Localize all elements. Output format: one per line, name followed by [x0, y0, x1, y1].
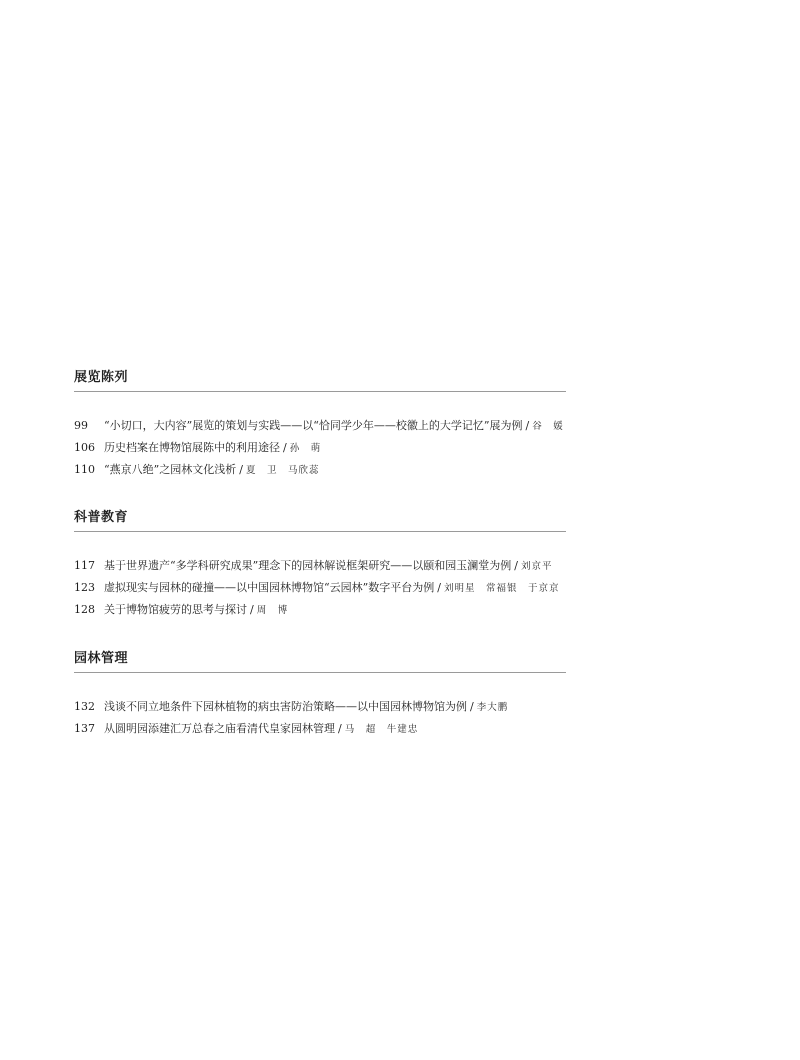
page-number: 117	[74, 559, 95, 572]
section-title: 展览陈列	[74, 370, 129, 385]
toc-entry[interactable]	[74, 599, 566, 621]
article-author: 夏 卫 马欣蕊	[245, 465, 320, 476]
toc-entry[interactable]	[74, 555, 566, 577]
article-title: “小切口，大内容”展览的策划与实践——以“恰同学少年——校徽上的大学记忆”展为例	[104, 419, 523, 432]
page-number: 106	[74, 441, 95, 454]
section-divider	[74, 672, 566, 673]
section-title: 科普教育	[74, 510, 129, 525]
article-title: 浅谈不同立地条件下园林植物的病虫害防治策略——以中国园林博物馆为例	[104, 700, 467, 713]
section-title: 园林管理	[74, 651, 129, 666]
toc-entry[interactable]	[74, 437, 566, 459]
article-title: 关于博物馆疲劳的思考与探讨	[104, 603, 247, 616]
toc-section-garden-management	[74, 651, 566, 740]
toc-entry[interactable]	[74, 696, 566, 718]
toc-entry[interactable]	[74, 577, 566, 599]
author-separator: /	[437, 581, 441, 594]
toc-entry[interactable]	[74, 459, 566, 481]
article-author: 刘京平	[520, 561, 553, 572]
toc-entry[interactable]	[74, 415, 566, 437]
page-number: 123	[74, 581, 95, 594]
article-author: 孙 萌	[289, 443, 322, 454]
article-author: 马 超 牛建忠	[344, 724, 419, 735]
author-separator: /	[250, 603, 254, 616]
entry-list	[74, 696, 566, 740]
toc-section-exhibition	[74, 370, 566, 481]
page-number: 137	[74, 722, 95, 735]
article-title: “燕京八绝”之园林文化浅析	[104, 463, 237, 476]
article-author: 周 博	[256, 605, 289, 616]
entry-list	[74, 415, 566, 481]
author-separator: /	[470, 700, 474, 713]
section-divider	[74, 391, 566, 392]
toc-entry[interactable]	[74, 718, 566, 740]
article-title: 基于世界遗产“多学科研究成果”理念下的园林解说框架研究——以颐和园玉澜堂为例	[104, 559, 512, 572]
page-number: 110	[74, 463, 95, 476]
toc-section-science-education	[74, 510, 566, 621]
article-author: 李大鹏	[476, 702, 509, 713]
author-separator: /	[525, 419, 530, 432]
section-divider	[74, 531, 566, 532]
page-number: 132	[74, 700, 95, 713]
article-title: 虚拟现实与园林的碰撞——以中国园林博物馆“云园林”数字平台为例	[104, 581, 435, 594]
author-separator: /	[239, 463, 243, 476]
entry-list	[74, 555, 566, 621]
article-author: 刘明星 常福银 于京京	[443, 583, 560, 594]
author-separator: /	[338, 722, 342, 735]
article-title: 从圆明园添建汇万总春之庙看清代皇家园林管理	[104, 722, 335, 735]
page-number: 128	[74, 603, 95, 616]
page-number: 99	[74, 419, 88, 432]
author-separator: /	[283, 441, 287, 454]
author-separator: /	[514, 559, 518, 572]
article-author: 谷 媛	[532, 421, 564, 432]
article-title: 历史档案在博物馆展陈中的利用途径	[104, 441, 280, 454]
